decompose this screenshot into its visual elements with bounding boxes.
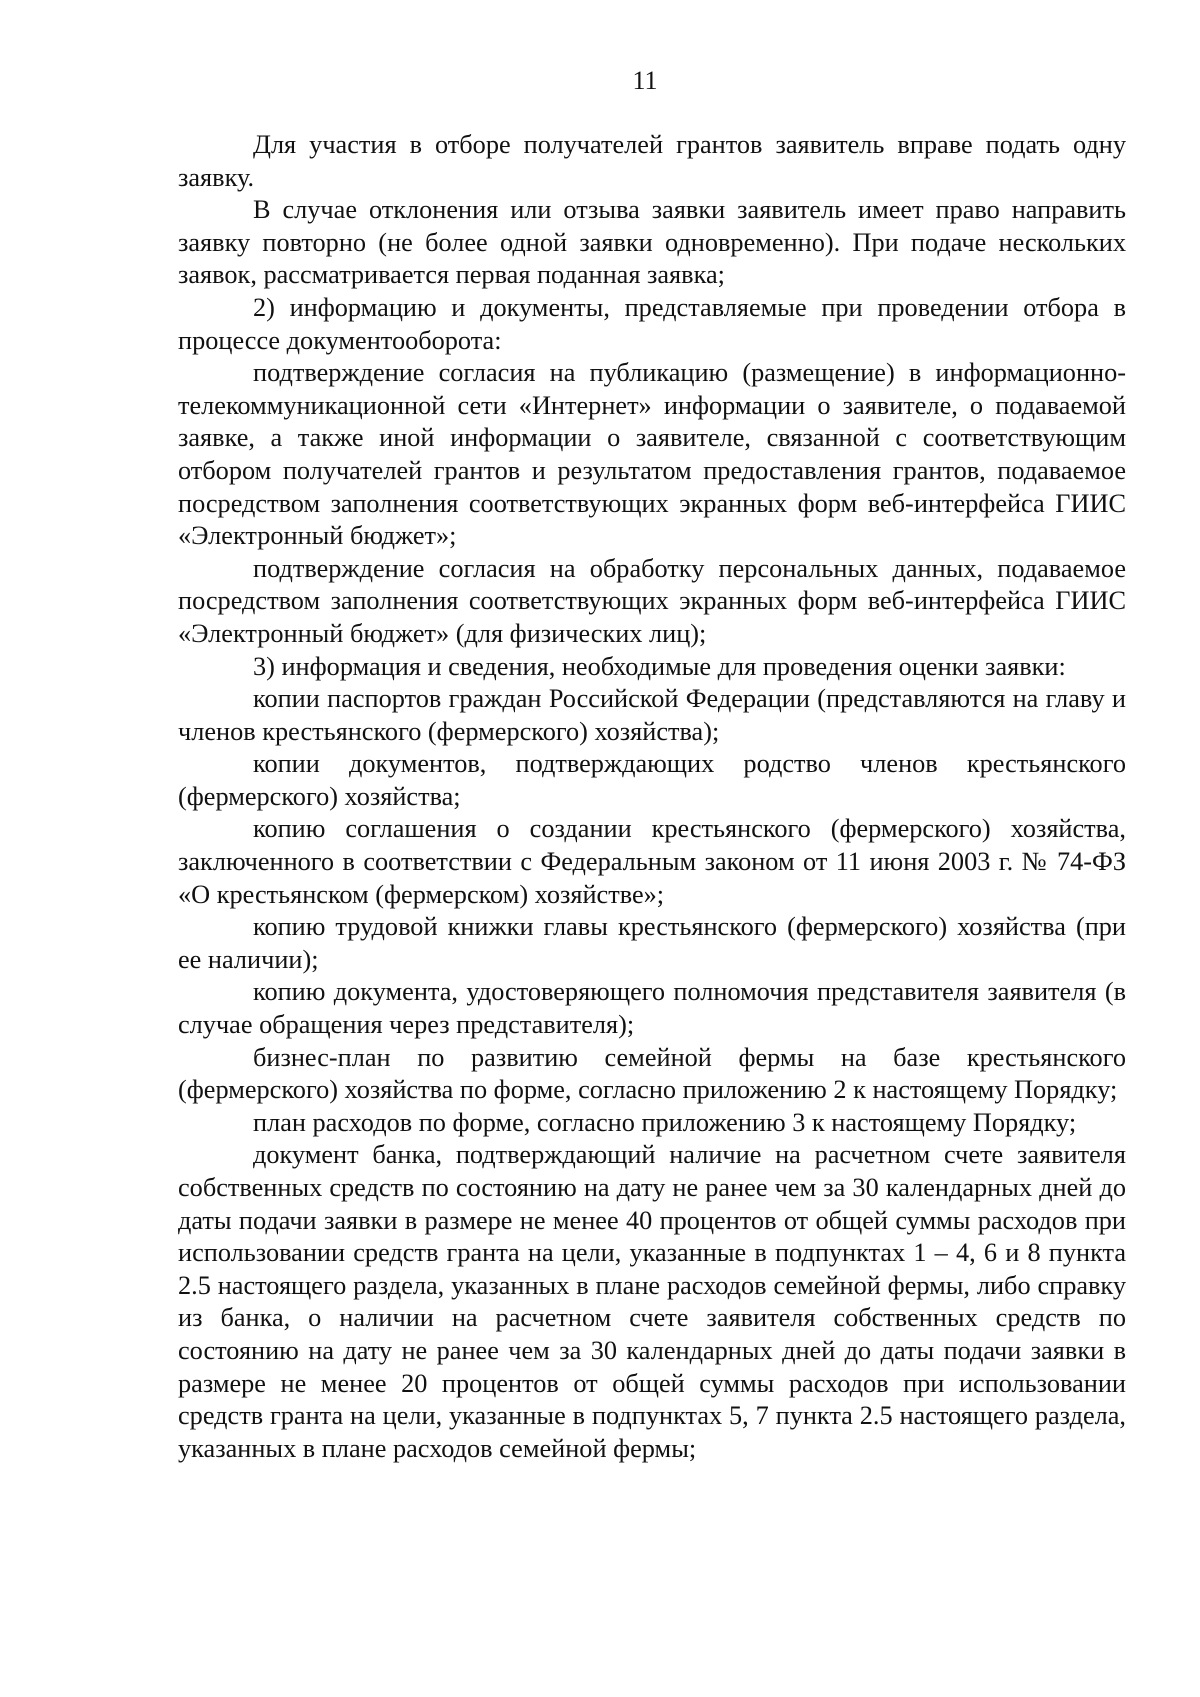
paragraph: подтверждение согласия на обработку персональных данных, подаваемое посредством заполнения соответствующих экранных форм веб-интерфейса ГИИС «Электронный бюджет» (для физических лиц); [178,553,1126,648]
paragraph: копию документа, удостоверяющего полномочия представителя заявителя (в случае обращения через представителя); [178,977,1126,1040]
paragraph: копию соглашения о создании крестьянского (фермерского) хозяйства, заключенного в соответствии с Федеральным законом от 11 июня 2003 г. № 74-ФЗ «О крестьянском (фермерском) хозяйстве»; [178,814,1126,909]
paragraph: 2) информацию и документы, представляемые при проведении отбора в процессе документооборота: [178,292,1126,355]
paragraph: копии документов, подтверждающих родство членов крестьянского (фермерского) хозяйства; [178,749,1126,811]
paragraph: копию трудовой книжки главы крестьянского (фермерского) хозяйства (при ее наличии); [178,912,1126,974]
paragraph: Для участия в отборе получателей грантов заявитель вправе подать одну заявку. [178,130,1126,192]
paragraph: документ банка, подтверждающий наличие на расчетном счете заявителя собственных средств по состоянию на дату не ранее чем за 30 календарных дней до даты подачи заявки в размере не менее 40 процентов от общей суммы расходов при использовании средств гранта на цели, указанные в подпунктах 1 – 4, 6 и 8 пункта 2.5 настоящего раздела, указанных в плане расходов семейной фермы, либо справку из банка, о наличии на расчетном счете заявителя собственных средств по состоянию на дату не ранее чем за 30 календарных дней до даты подачи заявки в размере не менее 20 процентов от общей суммы расходов при использовании средств гранта на цели, указанные в подпунктах 5, 7 пункта 2.5 настоящего раздела, указанных в плане расходов семейной фермы; [178,1140,1126,1463]
paragraph: подтверждение согласия на публикацию (размещение) в информационно-телекоммуникационной сети «Интернет» информации о заявителе, о подаваемой заявке, а также иной информации о заявителе, связанной с соответствующим отбором получателей грантов и результатом предоставления грантов, подаваемое посредством заполнения соответствующих экранных форм веб-интерфейса ГИИС «Электронный бюджет»; [178,358,1126,551]
paragraph: В случае отклонения или отзыва заявки заявитель имеет право направить заявку повторно (не более одной заявки одновременно). При подаче нескольких заявок, рассматривается первая поданная заявка; [178,195,1126,290]
document-body [178,129,1126,1465]
paragraph: копии паспортов граждан Российской Федерации (представляются на главу и членов крестьянского (фермерского) хозяйства); [178,684,1126,746]
paragraph: план расходов по форме, согласно приложению 3 к настоящему Порядку; [253,1107,1077,1137]
paragraph: бизнес-план по развитию семейной фермы на базе крестьянского (фермерского) хозяйства по форме, согласно приложению 2 к настоящему Порядку; [178,1042,1126,1105]
paragraph: 3) информация и сведения, необходимые для проведения оценки заявки: [253,651,1066,681]
page-number: 11 [632,66,658,95]
